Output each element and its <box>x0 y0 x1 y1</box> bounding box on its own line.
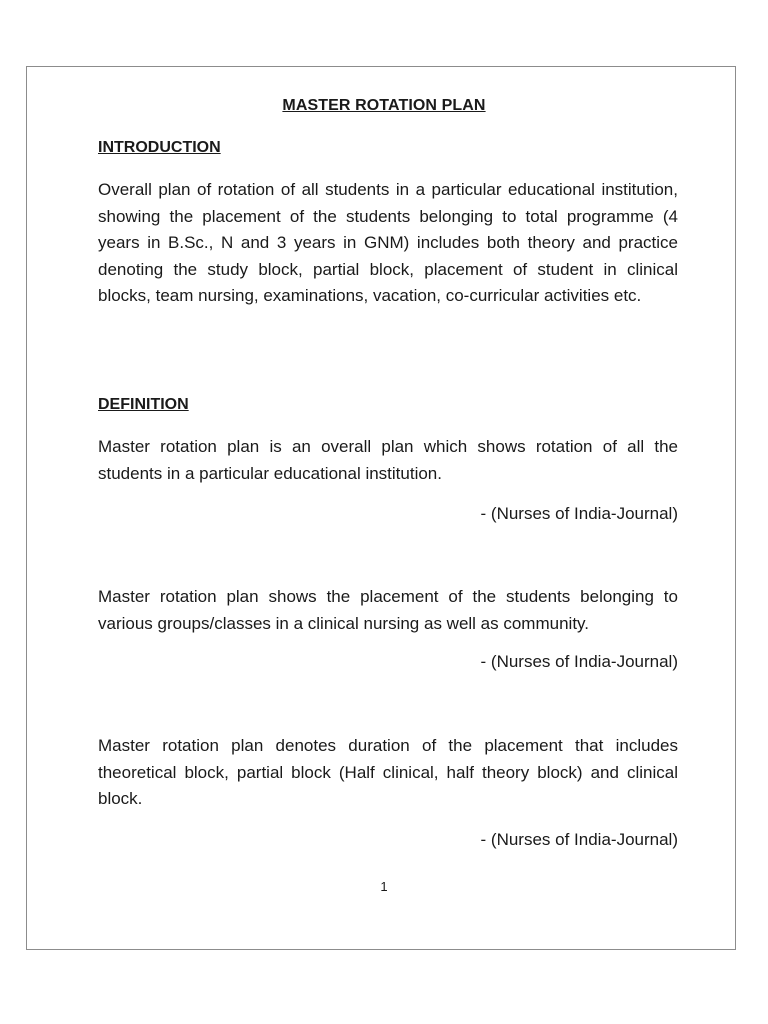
definition-citation-2: - (Nurses of India-Journal) <box>480 652 678 671</box>
introduction-paragraph: Overall plan of rotation of all students in a particular educational institution, showing the placement of the students belonging to total programme (4 years in B.Sc., N and 3 years in GNM) includes both theory and practice denoting the study block, partial block, placement of student in clinical blocks, team nursing, examinations, vacation, co-curricular activities etc. <box>98 180 678 305</box>
introduction-heading: INTRODUCTION <box>98 139 221 156</box>
definition-citation-3: - (Nurses of India-Journal) <box>480 830 678 849</box>
definition-paragraph-2: Master rotation plan shows the placement of the students belonging to various groups/classes in a clinical nursing as well as community. <box>98 587 678 633</box>
page-number: 1 <box>380 879 388 894</box>
definition-heading: DEFINITION <box>98 396 189 413</box>
definition-paragraph-3: Master rotation plan denotes duration of the placement that includes theoretical block, partial block (Half clinical, half theory block) and clinical block. <box>98 736 678 808</box>
definition-paragraph-1: Master rotation plan is an overall plan which shows rotation of all the students in a particular educational institution. <box>98 437 678 483</box>
document-title: MASTER ROTATION PLAN <box>282 97 486 114</box>
definition-citation-1: - (Nurses of India-Journal) <box>480 504 678 523</box>
